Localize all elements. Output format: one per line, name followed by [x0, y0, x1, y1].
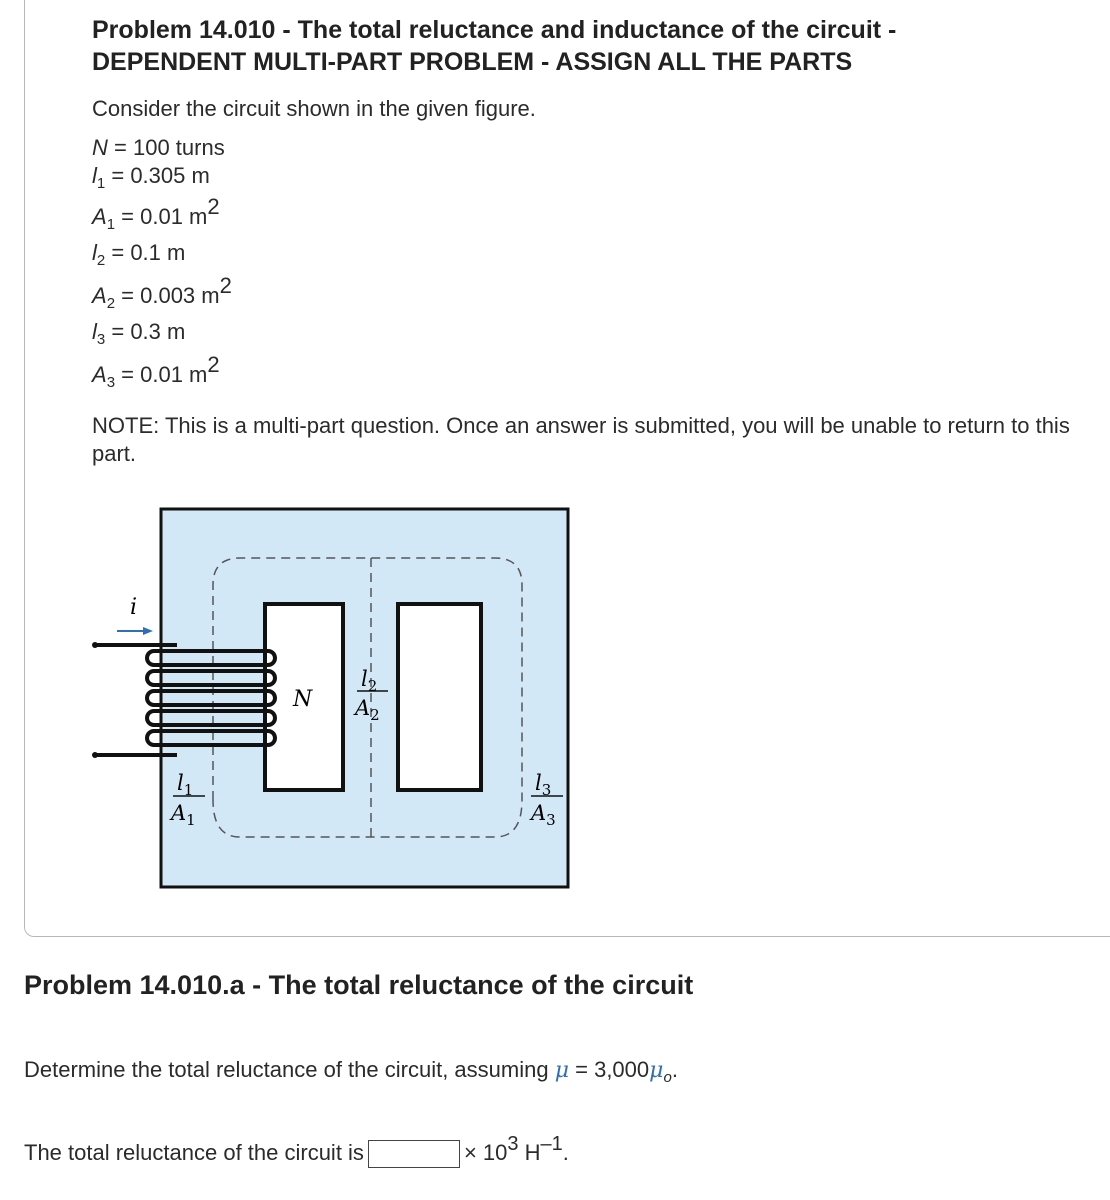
problem-title: Problem 14.010 - The total reluctance and inductance of the circuit - DEPENDENT MULTI-PART PROBLEM - ASSIGN ALL THE PARTS	[92, 16, 897, 76]
terminal-bottom	[92, 752, 98, 758]
current-label: i	[130, 595, 138, 620]
magnetic-circuit-figure	[85, 500, 585, 900]
a2-label: $A_2$	[355, 696, 380, 724]
given-l1: $l_1 = 0.305$ m	[92, 163, 210, 192]
problem-intro: Consider the circuit shown in the given figure.	[92, 96, 536, 121]
a1-label: $A_1$	[171, 801, 196, 829]
part-a-title: Problem 14.010.a - The total reluctance of the circuit	[24, 970, 694, 1000]
given-a1: $A_1 = 0.01$ m2	[92, 194, 220, 233]
answer-unit: × 103 H–1.	[463, 1133, 569, 1165]
current-arrowhead	[143, 627, 153, 635]
l2-label: $l_2$	[361, 667, 378, 695]
part-a-prompt: Determine the total reluctance of the circuit, assuming $\mu = 3,000\mu_o$.	[24, 1057, 678, 1086]
given-l2: $l_2 = 0.1$ m	[92, 240, 186, 269]
answer-label: The total reluctance of the circuit is	[24, 1140, 364, 1165]
given-a2: $A_2 = 0.003$ m2	[92, 273, 232, 312]
core-window-right	[398, 604, 481, 790]
reluctance-answer-input[interactable]	[368, 1140, 460, 1168]
note-text: NOTE: This is a multi-part question. Once an answer is submitted, you will be unable to return to this part.	[92, 413, 1070, 466]
answer-row	[24, 1128, 569, 1169]
terminal-top	[92, 642, 98, 648]
coil-turns-label: N	[293, 687, 313, 712]
given-l3: $l_3 = 0.3$ m	[92, 319, 186, 348]
given-n: N = 100 turns	[92, 135, 225, 160]
given-a3: $A_3 = 0.01$ m2	[92, 352, 220, 391]
l3-label: $l_3$	[535, 771, 552, 799]
a3-label: $A_3$	[531, 801, 556, 829]
l1-label: $l_1$	[177, 771, 194, 799]
